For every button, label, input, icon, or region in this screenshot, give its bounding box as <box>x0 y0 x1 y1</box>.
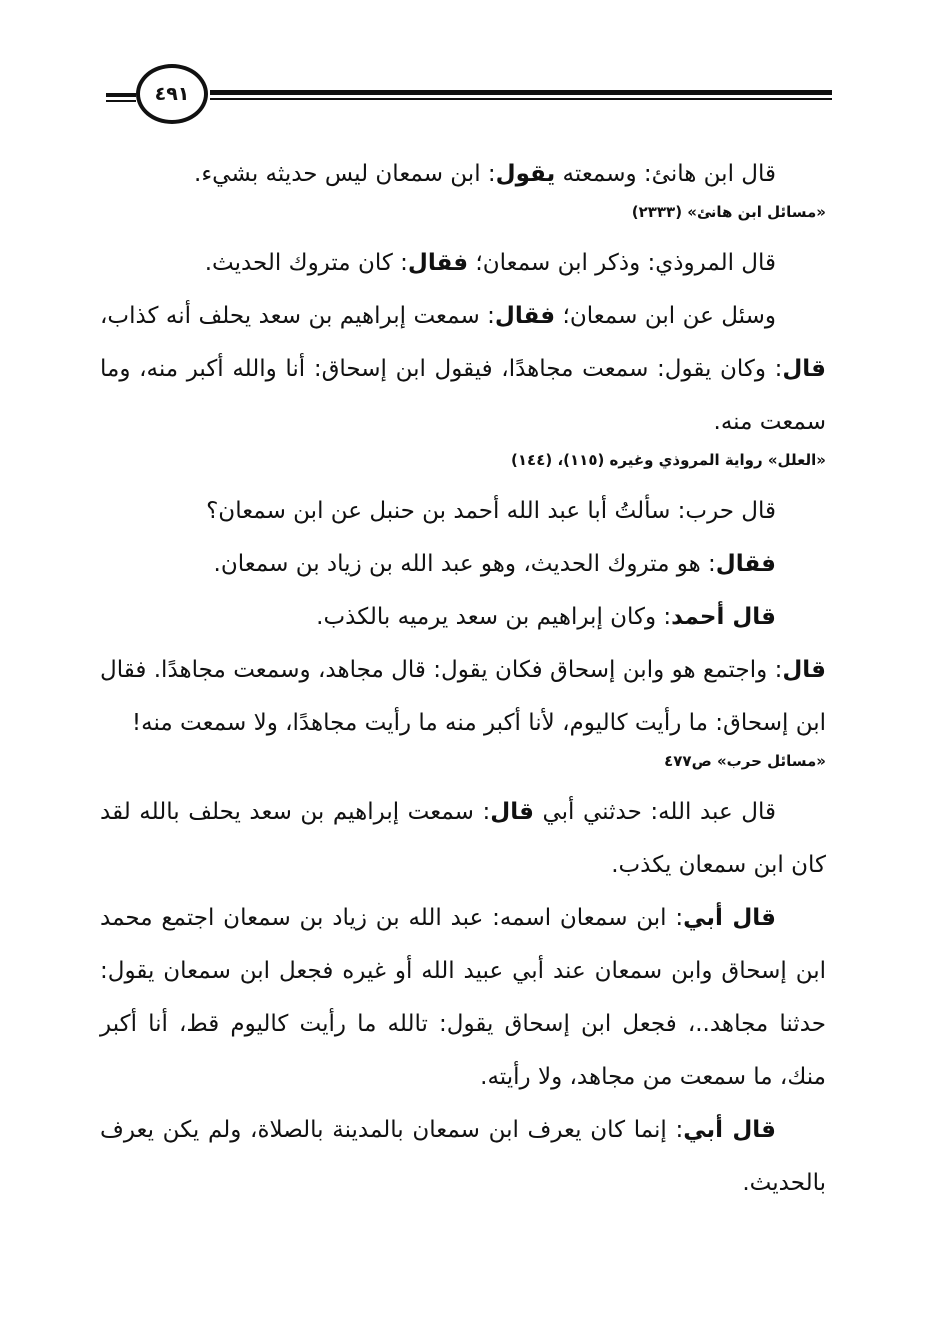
paragraph-text: : واجتمع هو وابن إسحاق فكان يقول: قال مجاهد، وسمعت مجاهدًا. فقال ابن إسحاق: ما رأيت كاليوم، لأنا أكبر منه ما رأيت مجاهدًا، ولا سمعت منه! <box>100 657 826 736</box>
speaker-keyword: قال <box>782 657 826 683</box>
speaker-keyword: قال أبي <box>683 1117 776 1143</box>
speaker-keyword: قال <box>490 799 534 825</box>
source-reference: «العلل» رواية المروذي وغيره (١١٥)، (١٤٤) <box>511 451 826 469</box>
paragraph <box>100 485 826 538</box>
paragraph-text: قال حرب: سألتُ أبا عبد الله أحمد بن حنبل عن ابن سمعان؟ <box>206 498 776 524</box>
paragraph <box>100 148 826 201</box>
speaker-keyword: فقال <box>407 250 469 276</box>
speaker-keyword: فقال <box>494 303 556 329</box>
header-rule-left <box>106 93 136 102</box>
page-body <box>100 148 826 1210</box>
paragraph-text: : ابن سمعان اسمه: عبد الله بن زياد بن سمعان اجتمع محمد ابن إسحاق وابن سمعان عند أبي عبيد الله أو غيره فجعل ابن سمعان يقول: حدثنا مجاهد..، فجعل ابن إسحاق يقول: تالله ما رأيت كاليوم قط، أنا أكبر منك، ما سمعت من مجاهد، ولا رأيته. <box>100 905 826 1090</box>
paragraph-text: : كان متروك الحديث. <box>204 250 408 276</box>
paragraph <box>100 591 826 644</box>
paragraph <box>100 1104 826 1210</box>
paragraph <box>100 290 826 449</box>
paragraph-text: : وكان إبراهيم بن سعد يرميه بالكذب. <box>316 604 672 630</box>
speaker-keyword: قال <box>782 356 826 382</box>
paragraph-text: : ابن سمعان ليس حديثه بشيء. <box>194 161 496 187</box>
paragraph-text: : سمعت إبراهيم بن سعد يحلف بالله لقد كان ابن سمعان يكذب. <box>100 799 826 878</box>
paragraph-text: : سمعت إبراهيم بن سعد يحلف أنه كذاب، <box>100 303 495 329</box>
source-reference: «مسائل حرب» ص٤٧٧ <box>664 752 826 770</box>
source-reference: «مسائل ابن هانئ» (٢٣٣٣) <box>631 203 826 221</box>
paragraph-text: قال عبد الله: حدثني أبي <box>533 799 776 825</box>
paragraph-text: قال المروذي: وذكر ابن سمعان؛ <box>468 250 776 276</box>
header-rule <box>210 90 832 100</box>
paragraph <box>100 786 826 892</box>
speaker-keyword: يقول <box>495 161 556 187</box>
paragraph <box>100 644 826 750</box>
paragraph-text: وسئل عن ابن سمعان؛ <box>555 303 776 329</box>
paragraph-text: : إنما كان يعرف ابن سمعان بالمدينة بالصلاة، ولم يكن يعرف بالحديث. <box>100 1117 826 1196</box>
speaker-keyword: فقال <box>715 551 776 577</box>
paragraph-text: : هو متروك الحديث، وهو عبد الله بن زياد بن سمعان. <box>213 551 716 577</box>
paragraph <box>100 538 826 591</box>
paragraph-text: قال ابن هانئ: وسمعته <box>555 161 776 187</box>
page-number: ٤٩١ <box>136 64 208 124</box>
paragraph <box>100 237 826 290</box>
paragraph <box>100 892 826 1104</box>
speaker-keyword: قال أحمد <box>671 604 776 630</box>
paragraph-text: : وكان يقول: سمعت مجاهدًا، فيقول ابن إسحاق: أنا والله أكبر منه، وما سمعت منه. <box>100 356 826 435</box>
speaker-keyword: قال أبي <box>683 905 776 931</box>
